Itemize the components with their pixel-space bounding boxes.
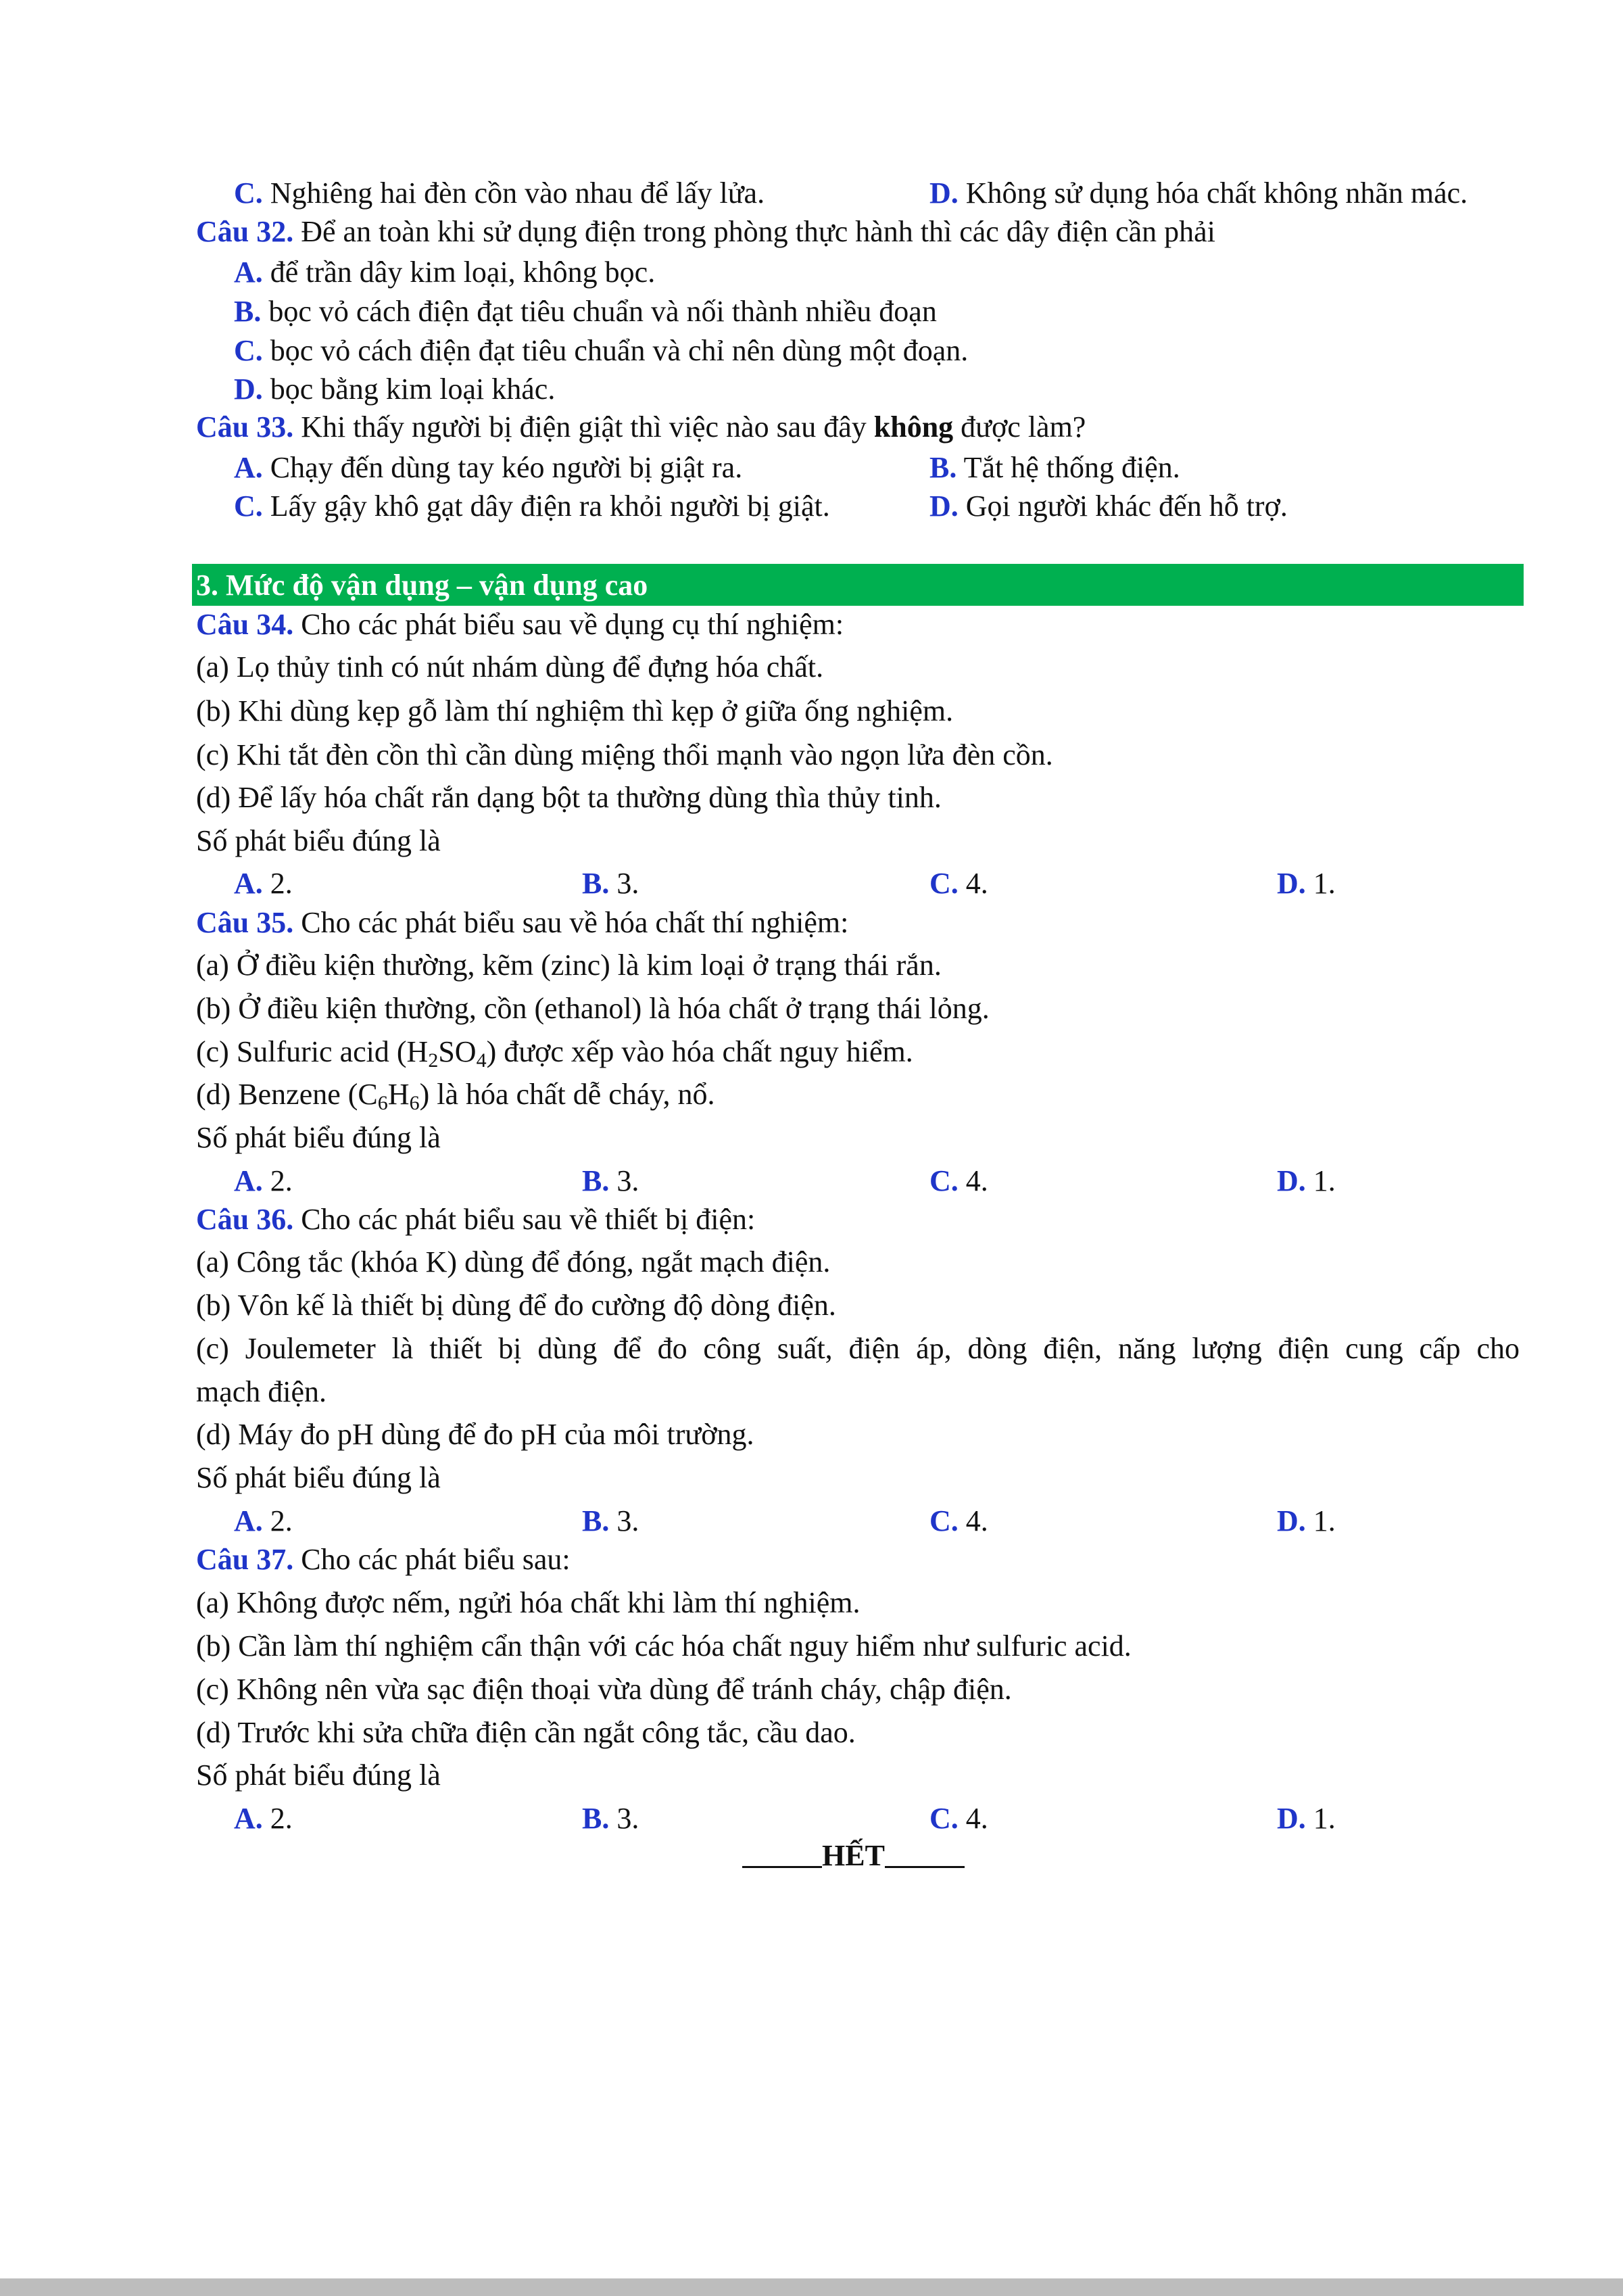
question-36 <box>196 1203 755 1237</box>
option-text: 1. <box>1313 867 1336 900</box>
option-text: 4. <box>965 867 988 900</box>
option-text: Tắt hệ thống điện. <box>963 451 1180 484</box>
q34-statement-c: (c) Khi tắt đèn cồn thì cần dùng miệng thổi mạnh vào ngọn lửa đèn cồn. <box>196 738 1053 771</box>
option-label: C. <box>929 867 959 900</box>
q33-option-d <box>929 489 1288 523</box>
option-label: A. <box>234 867 263 900</box>
option-label: D. <box>1277 1164 1306 1197</box>
q35-option-d <box>1277 1164 1336 1198</box>
q36-statement-c-line1: (c) Joulemeter là thiết bị dùng để đo công suất, điện áp, dòng điện, năng lượng điện cung cấp cho <box>196 1332 1520 1365</box>
option-text: 2. <box>270 1164 293 1197</box>
option-text: 4. <box>965 1164 988 1197</box>
option-label: B. <box>582 1802 610 1835</box>
statement-text: (d) Benzene (C <box>196 1078 378 1111</box>
q33-option-c <box>234 489 830 523</box>
q37-option-b <box>582 1802 639 1836</box>
q35-option-b <box>582 1164 639 1198</box>
option-label: D. <box>1277 867 1306 900</box>
q36-statement-d: (d) Máy đo pH dùng để đo pH của môi trường. <box>196 1418 754 1451</box>
statement-text: SO <box>438 1035 477 1068</box>
option-text: bọc vỏ cách điện đạt tiêu chuẩn và chỉ nên dùng một đoạn. <box>270 334 969 367</box>
q32-option-d <box>234 373 555 406</box>
q35-prompt: Số phát biểu đúng là <box>196 1121 441 1154</box>
subscript: 6 <box>409 1092 420 1114</box>
subscript: 4 <box>476 1049 487 1072</box>
end-marker <box>742 1839 965 1873</box>
option-text: 2. <box>270 1504 293 1537</box>
q37-option-a <box>234 1802 293 1836</box>
option-label: C. <box>929 1164 959 1197</box>
option-label: C. <box>929 1504 959 1537</box>
option-text: 2. <box>270 867 293 900</box>
option-text: 4. <box>965 1802 988 1835</box>
subscript: 6 <box>377 1092 388 1114</box>
question-text: Khi thấy người bị điện giật thì việc nào sau đây <box>301 410 867 444</box>
end-text: HẾT <box>822 1839 885 1872</box>
emphasis-word: không <box>873 410 954 444</box>
question-32 <box>196 215 1215 249</box>
question-35 <box>196 906 848 940</box>
option-text: 3. <box>616 867 639 900</box>
option-text: 1. <box>1313 1802 1336 1835</box>
q32-option-b <box>234 295 937 329</box>
question-33 <box>196 410 1086 444</box>
option-text: 1. <box>1313 1504 1336 1537</box>
option-text: 2. <box>270 1802 293 1835</box>
q34-option-b <box>582 867 639 901</box>
page-bottom-edge <box>0 2278 1623 2296</box>
option-text: để trần dây kim loại, không bọc. <box>270 256 656 289</box>
option-label: A. <box>234 256 263 289</box>
prev-option-d <box>929 176 1468 210</box>
option-label: B. <box>234 295 262 328</box>
option-label: A. <box>234 1504 263 1537</box>
section-title: 3. Mức độ vận dụng – vận dụng cao <box>196 569 648 602</box>
option-label: A. <box>234 1802 263 1835</box>
option-label: A. <box>234 451 263 484</box>
q37-option-c <box>929 1802 988 1836</box>
question-label: Câu 35. <box>196 906 294 939</box>
question-37 <box>196 1543 571 1577</box>
q37-statement-a: (a) Không được nếm, ngửi hóa chất khi làm thí nghiệm. <box>196 1586 861 1619</box>
question-label: Câu 33. <box>196 410 294 444</box>
statement-text: (c) Sulfuric acid (H <box>196 1035 429 1068</box>
q36-option-a <box>234 1504 293 1538</box>
end-rule-left <box>742 1839 822 1868</box>
question-text: Cho các phát biểu sau về thiết bị điện: <box>301 1203 756 1236</box>
option-label: A. <box>234 1164 263 1197</box>
option-text: 1. <box>1313 1164 1336 1197</box>
option-text: 3. <box>616 1802 639 1835</box>
q37-prompt: Số phát biểu đúng là <box>196 1759 441 1792</box>
q36-statement-c-line2: mạch điện. <box>196 1375 327 1408</box>
option-label: B. <box>582 1164 610 1197</box>
q34-statement-a: (a) Lọ thủy tinh có nút nhám dùng để đựng hóa chất. <box>196 650 824 684</box>
prev-option-c <box>234 176 765 210</box>
question-label: Câu 32. <box>196 215 294 248</box>
option-text: Gọi người khác đến hỗ trợ. <box>965 489 1288 523</box>
question-text: Cho các phát biểu sau: <box>301 1543 571 1576</box>
statement-text: H <box>387 1078 410 1111</box>
option-label: C. <box>929 1802 959 1835</box>
q34-statement-b: (b) Khi dùng kẹp gỗ làm thí nghiệm thì kẹp ở giữa ống nghiệm. <box>196 694 954 727</box>
question-label: Câu 36. <box>196 1203 294 1236</box>
option-text: 3. <box>616 1504 639 1537</box>
q32-option-a <box>234 256 655 289</box>
q33-option-b <box>929 451 1180 485</box>
q36-statement-b: (b) Vôn kế là thiết bị dùng để đo cường độ dòng điện. <box>196 1289 836 1322</box>
question-text: Cho các phát biểu sau về hóa chất thí nghiệm: <box>301 906 849 939</box>
q37-statement-c: (c) Không nên vừa sạc điện thoại vừa dùng để tránh cháy, chập điện. <box>196 1673 1012 1706</box>
option-text: Nghiêng hai đèn cồn vào nhau để lấy lửa. <box>270 176 765 210</box>
question-label: Câu 37. <box>196 1543 294 1576</box>
question-text: Cho các phát biểu sau về dụng cụ thí nghiệm: <box>301 608 844 641</box>
q34-option-d <box>1277 867 1336 901</box>
option-label: D. <box>929 489 959 523</box>
q34-option-c <box>929 867 988 901</box>
q35-option-a <box>234 1164 293 1198</box>
option-label: D. <box>1277 1504 1306 1537</box>
q35-option-c <box>929 1164 988 1198</box>
question-text: Để an toàn khi sử dụng điện trong phòng thực hành thì các dây điện cần phải <box>301 215 1215 248</box>
option-label: D. <box>234 373 263 406</box>
q35-statement-a: (a) Ở điều kiện thường, kẽm (zinc) là kim loại ở trạng thái rắn. <box>196 949 942 982</box>
end-rule-right <box>885 1839 965 1868</box>
option-text: Không sử dụng hóa chất không nhãn mác. <box>965 176 1468 210</box>
q37-option-d <box>1277 1802 1336 1836</box>
question-34 <box>196 608 844 642</box>
q36-statement-a: (a) Công tắc (khóa K) dùng để đóng, ngắt mạch điện. <box>196 1245 831 1278</box>
subscript: 2 <box>428 1049 439 1072</box>
q34-prompt: Số phát biểu đúng là <box>196 824 441 857</box>
q35-statement-c <box>196 1035 913 1072</box>
option-text: bọc vỏ cách điện đạt tiêu chuẩn và nối thành nhiều đoạn <box>268 295 937 328</box>
statement-text: ) là hóa chất dễ cháy, nổ. <box>419 1078 715 1111</box>
question-label: Câu 34. <box>196 608 294 641</box>
option-text: Lấy gậy khô gạt dây điện ra khỏi người bị giật. <box>270 489 830 523</box>
q34-option-a <box>234 867 293 901</box>
option-label: D. <box>1277 1802 1306 1835</box>
q36-prompt: Số phát biểu đúng là <box>196 1461 441 1494</box>
q35-statement-d <box>196 1078 715 1114</box>
q33-option-a <box>234 451 742 485</box>
option-text: 3. <box>616 1164 639 1197</box>
q37-statement-b: (b) Cần làm thí nghiệm cẩn thận với các hóa chất nguy hiểm như sulfuric acid. <box>196 1629 1132 1663</box>
option-label: B. <box>582 1504 610 1537</box>
option-label: C. <box>234 176 263 210</box>
q37-statement-d: (d) Trước khi sửa chữa điện cần ngắt công tắc, cầu dao. <box>196 1716 856 1749</box>
option-text: 4. <box>965 1504 988 1537</box>
option-label: D. <box>929 176 959 210</box>
option-text: bọc bằng kim loại khác. <box>270 373 556 406</box>
q36-option-c <box>929 1504 988 1538</box>
q35-statement-b: (b) Ở điều kiện thường, cồn (ethanol) là hóa chất ở trạng thái lỏng. <box>196 992 990 1025</box>
q36-option-b <box>582 1504 639 1538</box>
option-text: Chạy đến dùng tay kéo người bị giật ra. <box>270 451 743 484</box>
question-text-end: được làm? <box>961 410 1086 444</box>
option-label: C. <box>234 334 263 367</box>
q36-option-d <box>1277 1504 1336 1538</box>
option-label: C. <box>234 489 263 523</box>
option-label: B. <box>929 451 957 484</box>
option-label: B. <box>582 867 610 900</box>
q34-statement-d: (d) Để lấy hóa chất rắn dạng bột ta thường dùng thìa thủy tinh. <box>196 781 942 814</box>
q32-option-c <box>234 334 968 368</box>
statement-text: ) được xếp vào hóa chất nguy hiểm. <box>486 1035 913 1068</box>
